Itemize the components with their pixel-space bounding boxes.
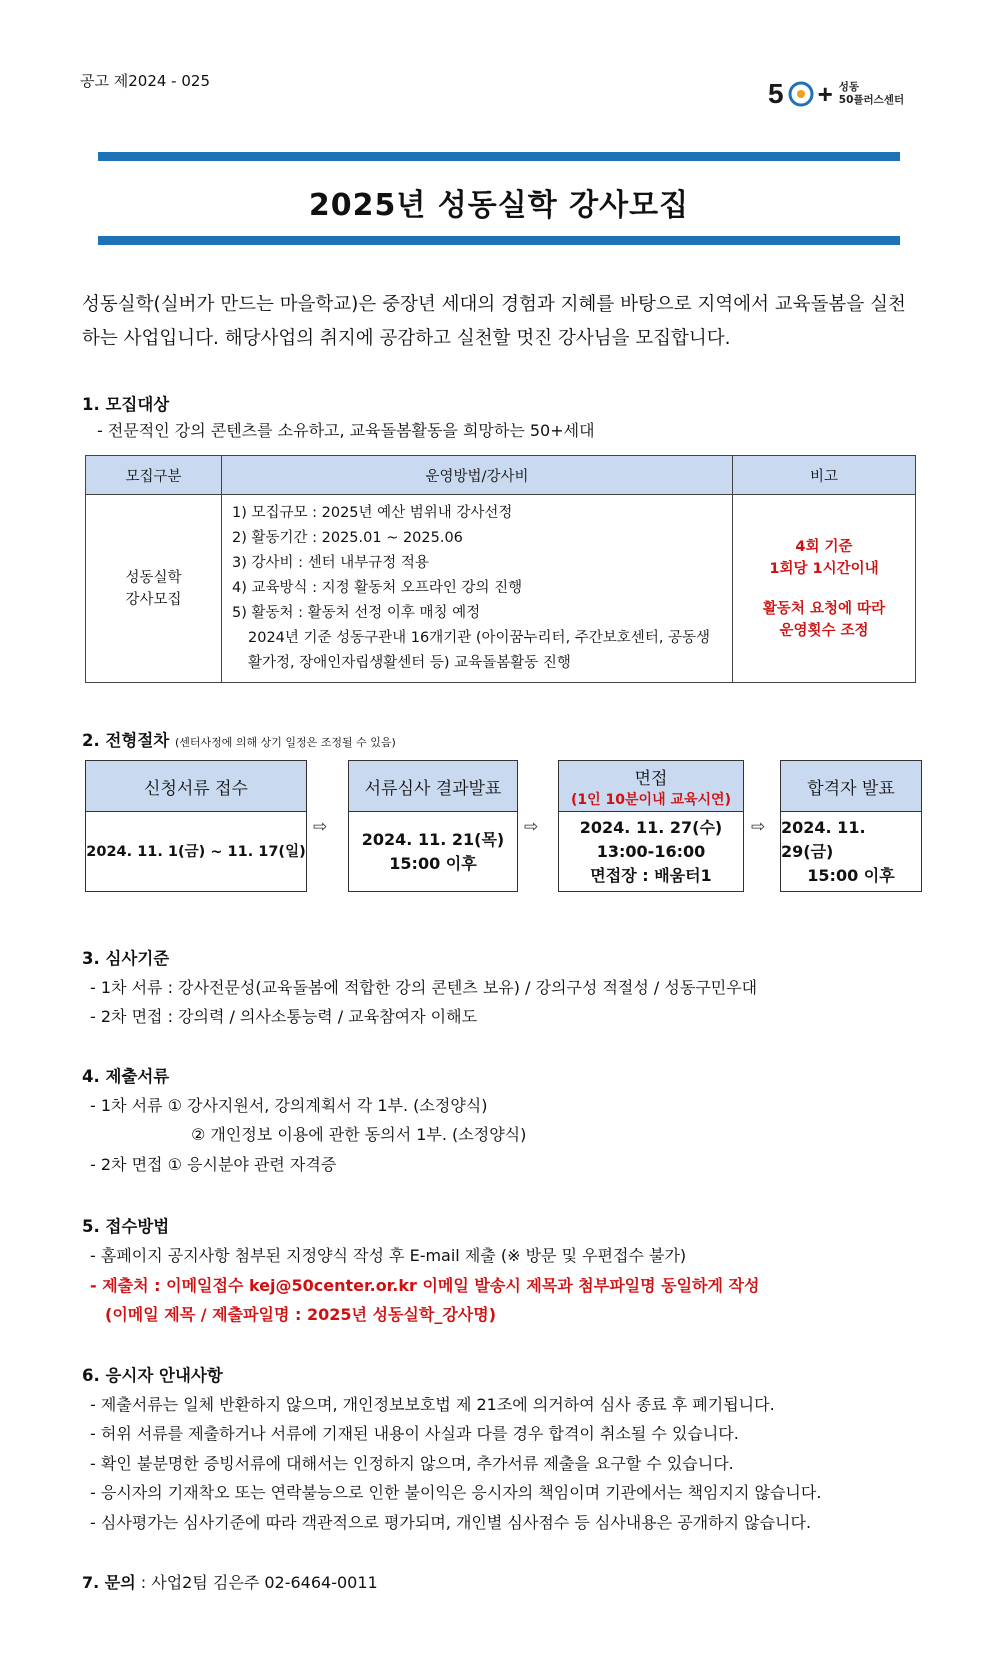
note-line: 4회 기준	[795, 538, 853, 555]
note-line: 활동처 요청에 따라	[762, 600, 886, 617]
step-title: 면접	[634, 768, 668, 789]
category-line: 강사모집	[125, 591, 182, 608]
submit-line-format: (이메일 제목 / 제출파일명 : 2025년 성동실학_강사명)	[105, 1305, 497, 1324]
section-4-heading: 4. 제출서류	[82, 1067, 170, 1086]
criteria-line: - 2차 면접 : 강의력 / 의사소통능력 / 교육참여자 이해도	[90, 1007, 478, 1026]
step-head	[349, 761, 517, 812]
step-body	[781, 812, 921, 892]
intro-paragraph: 성동실학(실버가 만드는 마을학교)은 중장년 세대의 경험과 지혜를 바탕으로 지역에서 교육돌봄을 실천하는 사업입니다. 해당사업의 취지에 공감하고 실천할 멋진 강사님을 모집합니다.	[82, 294, 906, 349]
submit-line: - 홈페이지 공지사항 첨부된 지정양식 작성 후 E-mail 제출 (※ 방문 및 우편접수 불가)	[90, 1246, 687, 1265]
guide-line: - 허위 서류를 제출하거나 서류에 기재된 내용이 사실과 다를 경우 합격이 취소될 수 있습니다.	[90, 1424, 739, 1443]
arrow-icon: ⇨	[313, 817, 328, 837]
guide-line: - 응시자의 기재착오 또는 연락불능으로 인한 불이익은 응시자의 책임이며 기관에서는 책임지지 않습니다.	[90, 1483, 822, 1502]
document-line: ② 개인정보 이용에 관한 동의서 1부. (소정양식)	[191, 1125, 527, 1144]
step-date: 2024. 11. 21(목)	[361, 830, 505, 849]
section-3-heading: 3. 심사기준	[82, 949, 170, 968]
section-1-heading: 1. 모집대상	[82, 395, 170, 414]
criteria-line: - 1차 서류 : 강사전문성(교육돌봄에 적합한 강의 콘텐츠 보유) / 강의구성 적절성 / 성동구민우대	[90, 978, 758, 997]
step-title: 신청서류 접수	[144, 778, 248, 799]
step-final-result	[780, 760, 922, 892]
section-2-note: (센터사정에 의해 상기 일정은 조정될 수 있음)	[175, 736, 396, 749]
section-2-heading	[82, 727, 396, 751]
table-cell-operations	[222, 495, 733, 683]
step-interview	[558, 760, 744, 892]
step-head	[781, 761, 921, 812]
step-head	[86, 761, 306, 812]
page-title: 2025년 성동실학 강사모집	[308, 188, 690, 223]
step-date: 2024. 11. 27(수)	[579, 818, 723, 837]
note-line: 운영횟수 조정	[779, 622, 869, 639]
submit-line-email: - 제출처 : 이메일접수 kej@50center.or.kr 이메일 발송시 제목과 첨부파일명 동일하게 작성	[90, 1276, 760, 1295]
contact-text: : 사업2팀 김은주 02-6464-0011	[140, 1573, 378, 1592]
step-date: 2024. 11. 1(금) ~ 11. 17(일)	[86, 844, 306, 860]
step-head	[559, 761, 743, 812]
logo-plus: +	[817, 78, 833, 109]
table-header-row	[86, 456, 916, 495]
table-cell-note	[733, 495, 916, 683]
step-title: 합격자 발표	[807, 778, 895, 799]
title-bar-bottom	[98, 236, 900, 245]
step-time: 13:00-16:00	[596, 842, 706, 861]
recruit-table	[85, 455, 916, 683]
ops-line: 4) 교육방식 : 지정 활동처 오프라인 강의 진행	[232, 580, 523, 596]
logo-five: 5	[768, 78, 784, 109]
arrow-icon: ⇨	[751, 817, 766, 837]
section-5-heading: 5. 접수방법	[82, 1217, 170, 1236]
notice-number: 공고 제2024 - 025	[80, 72, 210, 90]
step-place: 면접장 : 배움터1	[590, 866, 712, 885]
table-header: 운영방법/강사비	[222, 456, 733, 495]
step-date: 2024. 11. 29(금)	[781, 818, 866, 861]
guide-line: - 제출서류는 일체 반환하지 않으며, 개인정보보호법 제 21조에 의거하여 심사 종료 후 폐기됩니다.	[90, 1395, 775, 1414]
table-cell-category	[86, 495, 222, 683]
section-7-heading: 7. 문의	[82, 1573, 136, 1592]
section-2-title: 2. 전형절차	[82, 731, 170, 750]
logo-text-1: 성동	[838, 81, 860, 93]
table-header: 비고	[733, 456, 916, 495]
ops-line: 2) 활동기간 : 2025.01 ~ 2025.06	[232, 530, 463, 546]
logo-text-2: 50플러스센터	[838, 94, 905, 106]
note-line: 1회당 1시간이내	[769, 560, 879, 577]
title-bar-top	[98, 152, 900, 161]
step-time: 15:00 이후	[807, 866, 895, 885]
arrow-icon: ⇨	[524, 817, 539, 837]
step-subtitle: (1인 10분이내 교육시연)	[571, 791, 731, 808]
step-title: 서류심사 결과발표	[364, 778, 502, 799]
table-row	[86, 495, 916, 683]
center-logo	[768, 78, 904, 110]
logo-ring-icon	[786, 79, 816, 109]
step-document-result	[348, 760, 518, 892]
guide-line: - 심사평가는 심사기준에 따라 객관적으로 평가되며, 개인별 심사점수 등 심사내용은 공개하지 않습니다.	[90, 1513, 812, 1532]
document-line: - 1차 서류 ① 강사지원서, 강의계획서 각 1부. (소정양식)	[90, 1096, 488, 1115]
ops-line: 1) 모집규모 : 2025년 예산 범위내 강사선정	[232, 505, 513, 521]
table-header: 모집구분	[86, 456, 222, 495]
section-1-line: - 전문적인 강의 콘텐츠를 소유하고, 교육돌봄활동을 희망하는 50+세대	[97, 421, 595, 440]
step-body	[559, 812, 743, 892]
category-line: 성동실학	[125, 569, 182, 586]
step-application	[85, 760, 307, 892]
ops-line: 5) 활동처 : 활동처 선정 이후 매칭 예정	[232, 605, 481, 621]
guide-line: - 확인 불분명한 증빙서류에 대해서는 인정하지 않으며, 추가서류 제출을 요구할 수 있습니다.	[90, 1454, 734, 1473]
ops-line-extra: 2024년 기준 성동구관내 16개기관 (아이꿈누리터, 주간보호센터, 공동생활가정, 장애인자립생활센터 등) 교육돌봄활동 진행	[248, 630, 711, 671]
document-line: - 2차 면접 ① 응시분야 관련 자격증	[90, 1155, 337, 1174]
section-6-heading: 6. 응시자 안내사항	[82, 1366, 223, 1385]
note-spacer	[733, 580, 915, 598]
step-body	[349, 812, 517, 892]
step-time: 15:00 이후	[389, 854, 477, 873]
section-7	[82, 1570, 378, 1593]
ops-line: 3) 강사비 : 센터 내부규정 적용	[232, 555, 429, 571]
step-body	[86, 812, 306, 892]
